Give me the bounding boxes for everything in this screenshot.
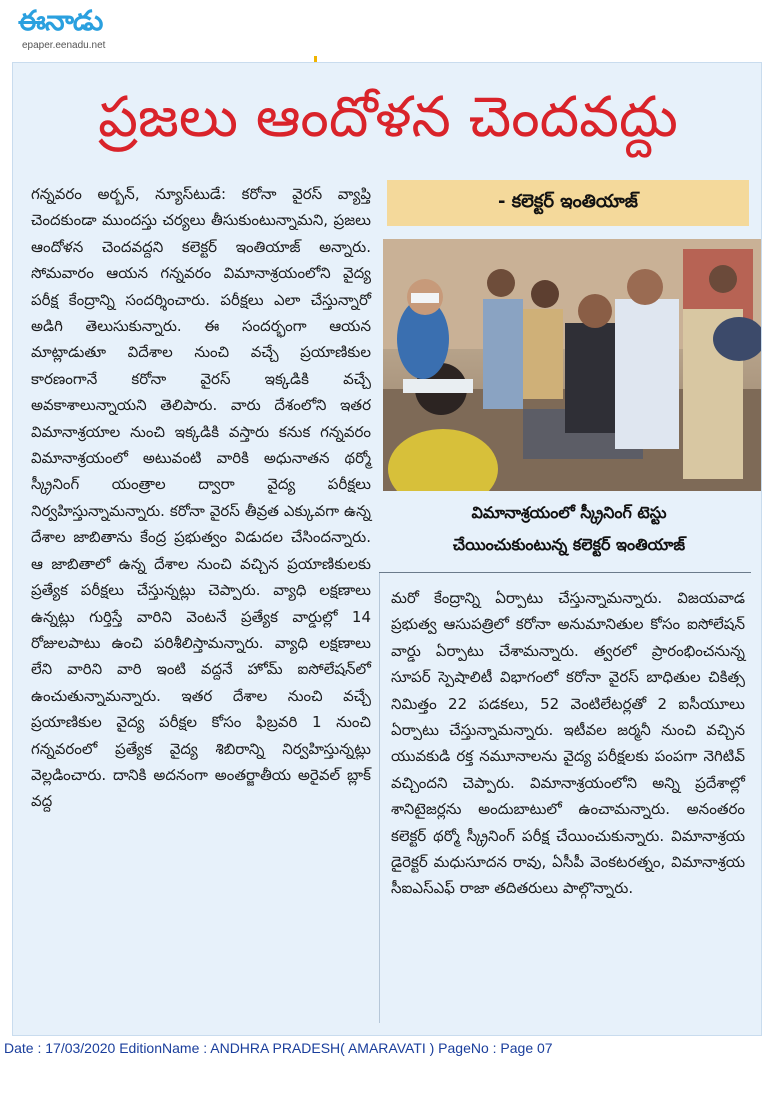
logo-url: epaper.eenadu.net: [22, 40, 106, 51]
column-divider: [379, 573, 380, 1023]
byline-box: [387, 180, 749, 226]
caption-line-2: చేయించుకుంటున్న కలెక్టర్ ఇంతియాజ్: [452, 535, 686, 554]
photo-illustration: [383, 239, 761, 491]
byline: - కలెక్టర్ ఇంతియాజ్: [498, 190, 638, 212]
article-left-column: [31, 181, 371, 815]
article-right-column: [391, 585, 745, 902]
caption-rule: [379, 572, 751, 573]
photo-caption: [385, 497, 753, 561]
headline: ప్రజలు ఆందోళన చెందవద్దు: [98, 85, 678, 150]
left-column-text: గన్నవరం అర్బన్, న్యూస్‌టుడే: కరోనా వైరస్ వ్యాప్తి చెందకుండా ముందస్తు చర్యలు తీసుకుంటున్నామని, ప్రజలు ఆందోళన చెందవద్దని కలెక్టర్ ఇంతియాజ్ అన్నారు. సోమవారం ఆయన గన్నవరం విమానాశ్రయంలోని వైద్య పరీక్ష కేంద్రాన్ని సందర్శించారు. పరీక్షలు ఎలా చేస్తున్నారో అడిగి తెలుసుకున్నారు. ఈ సందర్భంగా ఆయన మాట్లాడుతూ విదేశాల నుంచి వచ్చే ప్రయాణికుల కారణంగానే కరోనా వైరస్ ఇక్కడికి వచ్చే అవకాశాలున్నాయని తెలిపారు. వారు దేశంలోని ఇతర విమానాశ్రయాల నుంచి ఇక్కడికి వస్తారు కనుక గన్నవరం విమానాశ్రయంలో అటువంటి వారికి అధునాతన థర్మో స్క్రీనింగ్ యంత్రాల ద్వారా వైద్య పరీక్షలు నిర్వహిస్తున్నామన్నారు. కరోనా వైరస్ తీవ్రత ఎక్కువగా ఉన్న దేశాల జాబితాను కేంద్ర ప్రభుత్వం విడుదల చేసిందన్నారు. ఆ జాబితాలో ఉన్న దేశాల నుంచి వచ్చిన ప్రయాణికులకు ప్రత్యేక పరీక్షలు చేస్తున్నట్లు చెప్పారు. వ్యాధి లక్షణాలు ఉన్నట్లు గుర్తిస్తే వారిని వెంటనే ప్రత్యేక వార్డుల్లో 14 రోజులపాటు ఉంచి పరిశీలిస్తామన్నారు. వ్యాధి లక్షణాలు లేని వారిని వారి ఇంటి వద్దనే హోమ్ ఐసోలేషన్‌లో ఉంచుతున్నామన్నారు. ఇతర దేశాల నుంచి వచ్చే ప్రయాణికుల వైద్య పరీక్షల కోసం ఫిబ్రవరి 1 నుంచి గన్నవరంలో ప్రత్యేక వైద్య శిబిరాన్ని నిర్వహిస్తున్నట్లు వెల్లడించారు. దానికి అదనంగా అంతర్జాతీయ అరైవల్ బ్లాక్ వద్ద: [31, 185, 371, 811]
logo-wordmark: ఈనాడు: [18, 4, 103, 37]
caption-line-1: విమానాశ్రయంలో స్క్రీనింగ్ టెస్టు: [471, 503, 667, 522]
eenadu-logo[interactable]: [16, 4, 156, 52]
right-column-text: మరో కేంద్రాన్ని ఏర్పాటు చేస్తున్నామన్నారు. విజయవాడ ప్రభుత్వ ఆసుపత్రిలో కరోనా అనుమానితుల కోసం ఐసోలేషన్ వార్డు ఏర్పాటు చేశామన్నారు. త్వరలో ప్రారంభించనున్న సూపర్ స్పెషాలిటీ విభాగంలో కరోనా వైరస్ బాధితుల చికిత్స నిమిత్తం 22 పడకలు, 52 వెంటిలేటర్లతో 2 ఐసీయూలు ఏర్పాటు చేస్తున్నామన్నారు. ఇటీవల జర్మనీ నుంచి వచ్చిన యువకుడి రక్త నమూనాలను వైద్య పరీక్షలకు పంపగా నెగిటివ్ వచ్చిందని చెప్పారు. విమానాశ్రయంలోని అన్ని ప్రదేశాల్లో శానిటైజర్లను అందుబాటులో ఉంచామన్నారు. అనంతరం కలెక్టర్ థర్మో స్క్రీనింగ్ పరీక్ష చేయించుకున్నారు. విమానాశ్రయ డైరెక్టర్ మధుసూదన రావు, ఏసీపీ వెంకటరత్నం, విమానాశ్రయ సీఐఎస్ఎఫ్ రాజా తదితరులు పాల్గొన్నారు.: [391, 589, 745, 898]
article-photo: [383, 239, 761, 491]
news-clipping: [12, 62, 762, 1036]
page-footer: Date : 17/03/2020 EditionName : ANDHRA PRADESH( AMARAVATI ) PageNo : Page 07: [4, 1040, 553, 1056]
